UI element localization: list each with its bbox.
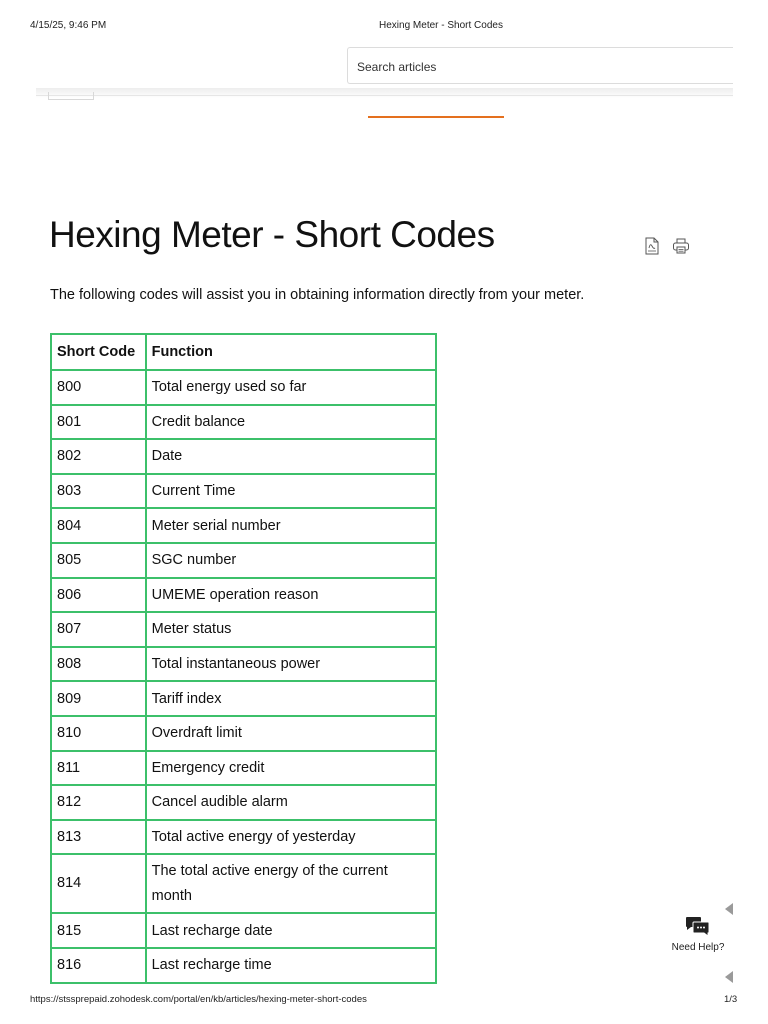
active-tab-indicator bbox=[368, 116, 504, 118]
table-row bbox=[51, 820, 436, 855]
table-row bbox=[51, 751, 436, 786]
cell-code: 814 bbox=[51, 854, 146, 913]
cell-function: Meter status bbox=[146, 612, 436, 647]
print-datetime: 4/15/25, 9:46 PM bbox=[30, 20, 107, 31]
cell-code: 808 bbox=[51, 647, 146, 682]
cell-function: SGC number bbox=[146, 543, 436, 578]
search-input[interactable]: Search articles bbox=[347, 47, 733, 84]
table-row bbox=[51, 543, 436, 578]
cell-function: Last recharge time bbox=[146, 948, 436, 983]
cell-code: 800 bbox=[51, 370, 146, 405]
cell-function: Cancel audible alarm bbox=[146, 785, 436, 820]
page-title: Hexing Meter - Short Codes bbox=[49, 214, 495, 255]
table-row bbox=[51, 439, 436, 474]
article-intro: The following codes will assist you in obtaining information directly from your meter. bbox=[50, 287, 585, 303]
cell-function: Tariff index bbox=[146, 681, 436, 716]
table-row bbox=[51, 474, 436, 509]
print-page-title: Hexing Meter - Short Codes bbox=[379, 20, 503, 31]
scroll-down-arrow-icon[interactable] bbox=[724, 971, 734, 983]
site-logo[interactable] bbox=[48, 92, 94, 100]
cell-code: 807 bbox=[51, 612, 146, 647]
cell-code: 803 bbox=[51, 474, 146, 509]
cell-code: 806 bbox=[51, 578, 146, 613]
cell-code: 804 bbox=[51, 508, 146, 543]
cell-function: Credit balance bbox=[146, 405, 436, 440]
cell-function: Total active energy of yesterday bbox=[146, 820, 436, 855]
header-short-code: Short Code bbox=[51, 334, 146, 370]
scroll-up-arrow-icon[interactable] bbox=[724, 903, 734, 915]
cell-code: 813 bbox=[51, 820, 146, 855]
table-row bbox=[51, 913, 436, 948]
cell-code: 801 bbox=[51, 405, 146, 440]
cell-code: 805 bbox=[51, 543, 146, 578]
cell-function: Total energy used so far bbox=[146, 370, 436, 405]
table-row bbox=[51, 647, 436, 682]
cell-code: 812 bbox=[51, 785, 146, 820]
cell-code: 811 bbox=[51, 751, 146, 786]
table-row bbox=[51, 508, 436, 543]
short-codes-table bbox=[50, 333, 437, 984]
cell-function: Date bbox=[146, 439, 436, 474]
table-row bbox=[51, 716, 436, 751]
cell-code: 802 bbox=[51, 439, 146, 474]
table-row bbox=[51, 785, 436, 820]
table-row bbox=[51, 578, 436, 613]
cell-function: The total active energy of the current month bbox=[146, 854, 436, 913]
header-divider bbox=[36, 95, 733, 96]
cell-function: Overdraft limit bbox=[146, 716, 436, 751]
cell-function: Total instantaneous power bbox=[146, 647, 436, 682]
need-help-button[interactable] bbox=[668, 916, 728, 953]
need-help-label: Need Help? bbox=[671, 942, 725, 953]
cell-code: 809 bbox=[51, 681, 146, 716]
printer-icon[interactable] bbox=[672, 236, 690, 256]
table-header-row bbox=[51, 334, 436, 370]
table-row bbox=[51, 370, 436, 405]
cell-function: Last recharge date bbox=[146, 913, 436, 948]
cell-code: 816 bbox=[51, 948, 146, 983]
cell-function: UMEME operation reason bbox=[146, 578, 436, 613]
header-shadow bbox=[36, 88, 733, 98]
pdf-download-icon[interactable] bbox=[643, 236, 661, 256]
table-row bbox=[51, 405, 436, 440]
cell-code: 810 bbox=[51, 716, 146, 751]
table-row bbox=[51, 681, 436, 716]
print-page-number: 1/3 bbox=[724, 994, 738, 1005]
table-row bbox=[51, 854, 436, 913]
chat-bubbles-icon bbox=[685, 916, 711, 938]
cell-code: 815 bbox=[51, 913, 146, 948]
cell-function: Meter serial number bbox=[146, 508, 436, 543]
table-row bbox=[51, 948, 436, 983]
header-function: Function bbox=[146, 334, 436, 370]
cell-function: Emergency credit bbox=[146, 751, 436, 786]
cell-function: Current Time bbox=[146, 474, 436, 509]
print-url: https://stssprepaid.zohodesk.com/portal/en/kb/articles/hexing-meter-short-codes bbox=[30, 994, 367, 1005]
table-row bbox=[51, 612, 436, 647]
